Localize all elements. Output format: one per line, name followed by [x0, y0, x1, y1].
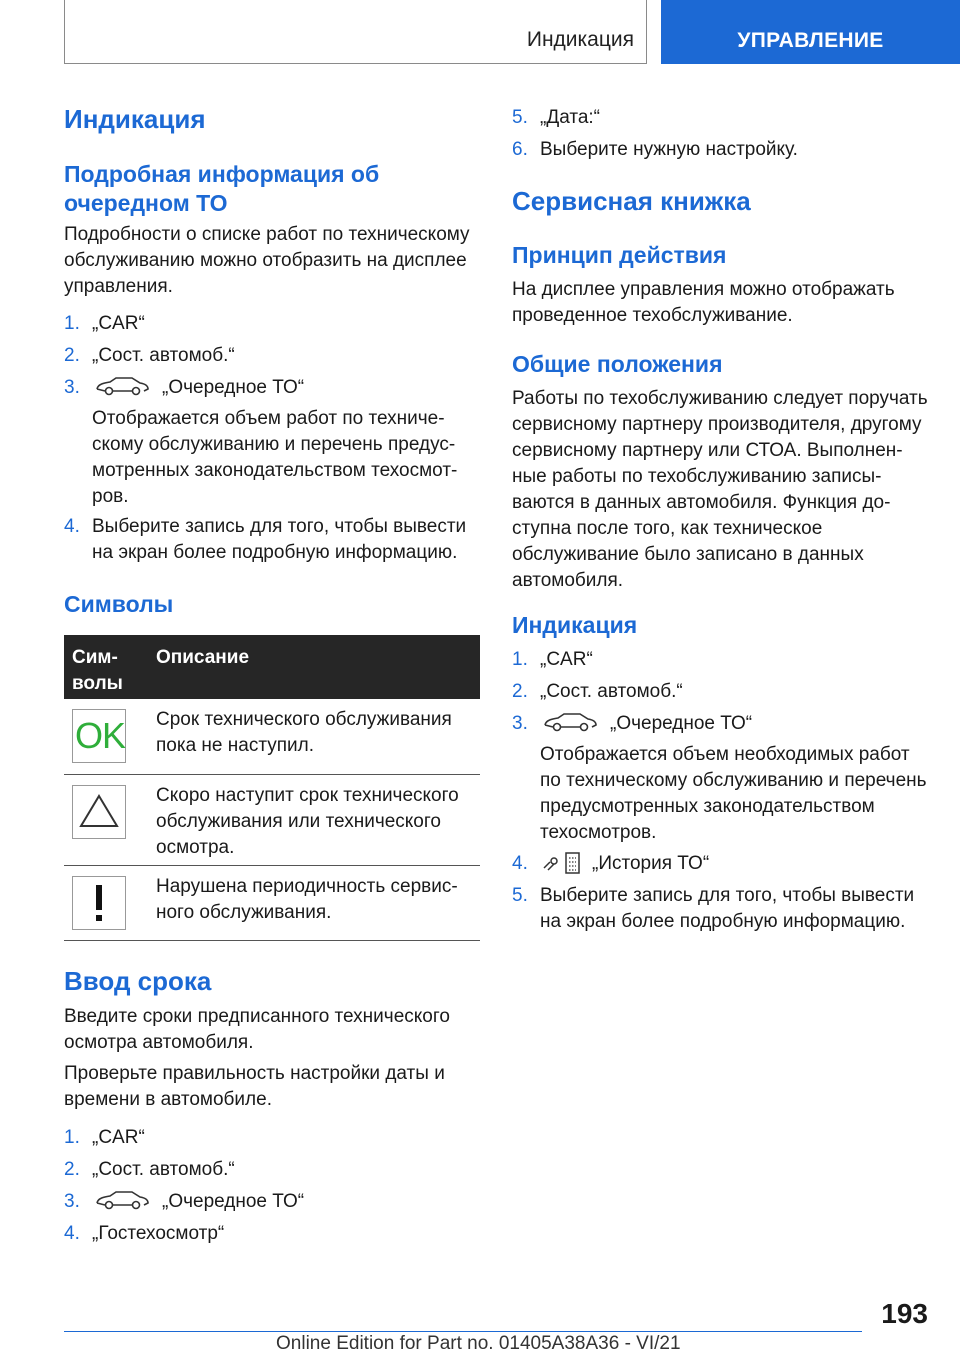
- principle-text: На дисплее управления можно отображать проведенное техобслуживание.: [512, 279, 895, 326]
- list-item: [64, 1125, 480, 1151]
- list-number: 2.: [64, 1159, 80, 1180]
- list-number: 1.: [64, 313, 80, 334]
- list-item: [64, 1189, 480, 1215]
- page-number: 193: [881, 1298, 928, 1329]
- next-service-intro: Подробности о списке работ по техническому обслуживанию можно отобразить на дисплее управления.: [64, 224, 470, 297]
- section-heading-principle: Принцип действия: [512, 242, 727, 268]
- list-number: 4.: [64, 516, 80, 537]
- section-heading-general: Общие положения: [512, 351, 723, 377]
- list-text: „Очередное ТО“: [162, 1191, 305, 1212]
- list-text: Выберите запись для того, чтобы вывести на экран более подробную информацию.: [92, 516, 467, 563]
- list-note: Отображается объем необходимых работ по техническому обслуживанию и перечень предусмотренных законодательством техосмотров.: [540, 744, 927, 843]
- list-number: 3.: [64, 1191, 80, 1212]
- footer-divider: [64, 1331, 862, 1332]
- car-service-icon: [542, 711, 598, 733]
- table-cell-description: Нарушена периодичность сервисного обслуживания.: [156, 876, 458, 923]
- list-text: „История ТО“: [592, 853, 710, 874]
- car-service-icon: [94, 1189, 150, 1211]
- list-item: [512, 883, 928, 935]
- list-text: „CAR“: [92, 313, 145, 334]
- list-text: „Сост. автомоб.“: [92, 1159, 235, 1180]
- list-text: „Сост. автомоб.“: [92, 345, 235, 366]
- list-item: [64, 311, 480, 337]
- warning-triangle-icon: [72, 785, 126, 839]
- table-col-description: Описание: [156, 647, 250, 668]
- list-note: Отображается объем работ по техническому обслуживанию и перечень предусмотренных законодательством техосмотров.: [92, 408, 458, 507]
- list-item: [64, 1157, 480, 1183]
- list-item: [512, 105, 928, 131]
- list-text: „Сост. автомоб.“: [540, 681, 683, 702]
- section-heading-symbols: Символы: [64, 591, 174, 617]
- car-service-icon: [94, 375, 150, 397]
- list-text: „Очередное ТО“: [610, 713, 753, 734]
- list-number: 5.: [512, 885, 528, 906]
- table-cell-description: Скоро наступит срок технического обслуживания или технического осмотра.: [156, 785, 459, 858]
- symbols-table-header: [64, 635, 480, 699]
- table-row: [64, 699, 480, 775]
- list-number: 2.: [512, 681, 528, 702]
- list-number: 2.: [64, 345, 80, 366]
- list-item: [64, 514, 480, 566]
- list-text: „CAR“: [92, 1127, 145, 1148]
- section-title-enter-date: Ввод срока: [64, 966, 212, 996]
- list-number: 3.: [64, 377, 80, 398]
- section-title-service-book: Сервисная книжка: [512, 186, 751, 216]
- edition-note: Online Edition for Part no. 01405A38A36 - VI/21: [276, 1333, 681, 1354]
- list-text: „Дата:“: [540, 107, 601, 128]
- list-text: Выберите запись для того, чтобы вывести на экран более подробную информацию.: [540, 885, 915, 932]
- table-row: [64, 866, 480, 941]
- list-number: 3.: [512, 713, 528, 734]
- service-history-icon: [542, 851, 582, 875]
- list-item: [512, 137, 928, 163]
- list-number: 4.: [64, 1223, 80, 1244]
- enter-date-check: Проверьте правильность настройки даты и времени в автомобиле.: [64, 1063, 445, 1110]
- list-item: [512, 647, 928, 673]
- exclamation-icon: [72, 876, 126, 930]
- section-heading-next-service: Подробная информация об очередном ТО: [64, 161, 380, 216]
- ok-icon: [72, 709, 126, 763]
- section-heading-display: Индикация: [512, 612, 638, 638]
- list-text: „Очередное ТО“: [162, 377, 305, 398]
- page-title: Индикация: [64, 104, 206, 134]
- table-cell-description: Срок технического обслуживания пока не наступил.: [156, 709, 452, 756]
- chapter-label: УПРАВЛЕНИЕ: [737, 29, 884, 52]
- header-chapter-tab[interactable]: [661, 0, 960, 64]
- list-number: 1.: [512, 649, 528, 670]
- list-item: [512, 851, 928, 877]
- enter-date-intro: Введите сроки предписанного технического осмотра автомобиля.: [64, 1006, 450, 1053]
- list-item: [64, 375, 480, 401]
- list-item: [512, 711, 928, 737]
- list-number: 6.: [512, 139, 528, 160]
- table-col-symbols: Символы: [72, 647, 123, 694]
- header-section-title: Индикация: [526, 28, 634, 51]
- list-text: „CAR“: [540, 649, 593, 670]
- list-number: 1.: [64, 1127, 80, 1148]
- general-text: Работы по техобслуживанию следует поручать сервисному партнеру производителя, другому сервисному партнеру или СТОА. Выполненные работы по техобслуживанию записываются в данных автомобиля. Функция доступна после того, как техническое обслуживание было записано в данных автомобиля.: [512, 388, 928, 591]
- list-text: „Гостехосмотр“: [92, 1223, 225, 1244]
- list-text: Выберите нужную настройку.: [540, 139, 798, 160]
- list-item: [64, 343, 480, 369]
- ok-symbol-text: OK: [75, 715, 126, 756]
- list-item: [512, 679, 928, 705]
- list-number: 4.: [512, 853, 528, 874]
- list-number: 5.: [512, 107, 528, 128]
- table-row: [64, 775, 480, 866]
- list-item: [64, 1221, 480, 1247]
